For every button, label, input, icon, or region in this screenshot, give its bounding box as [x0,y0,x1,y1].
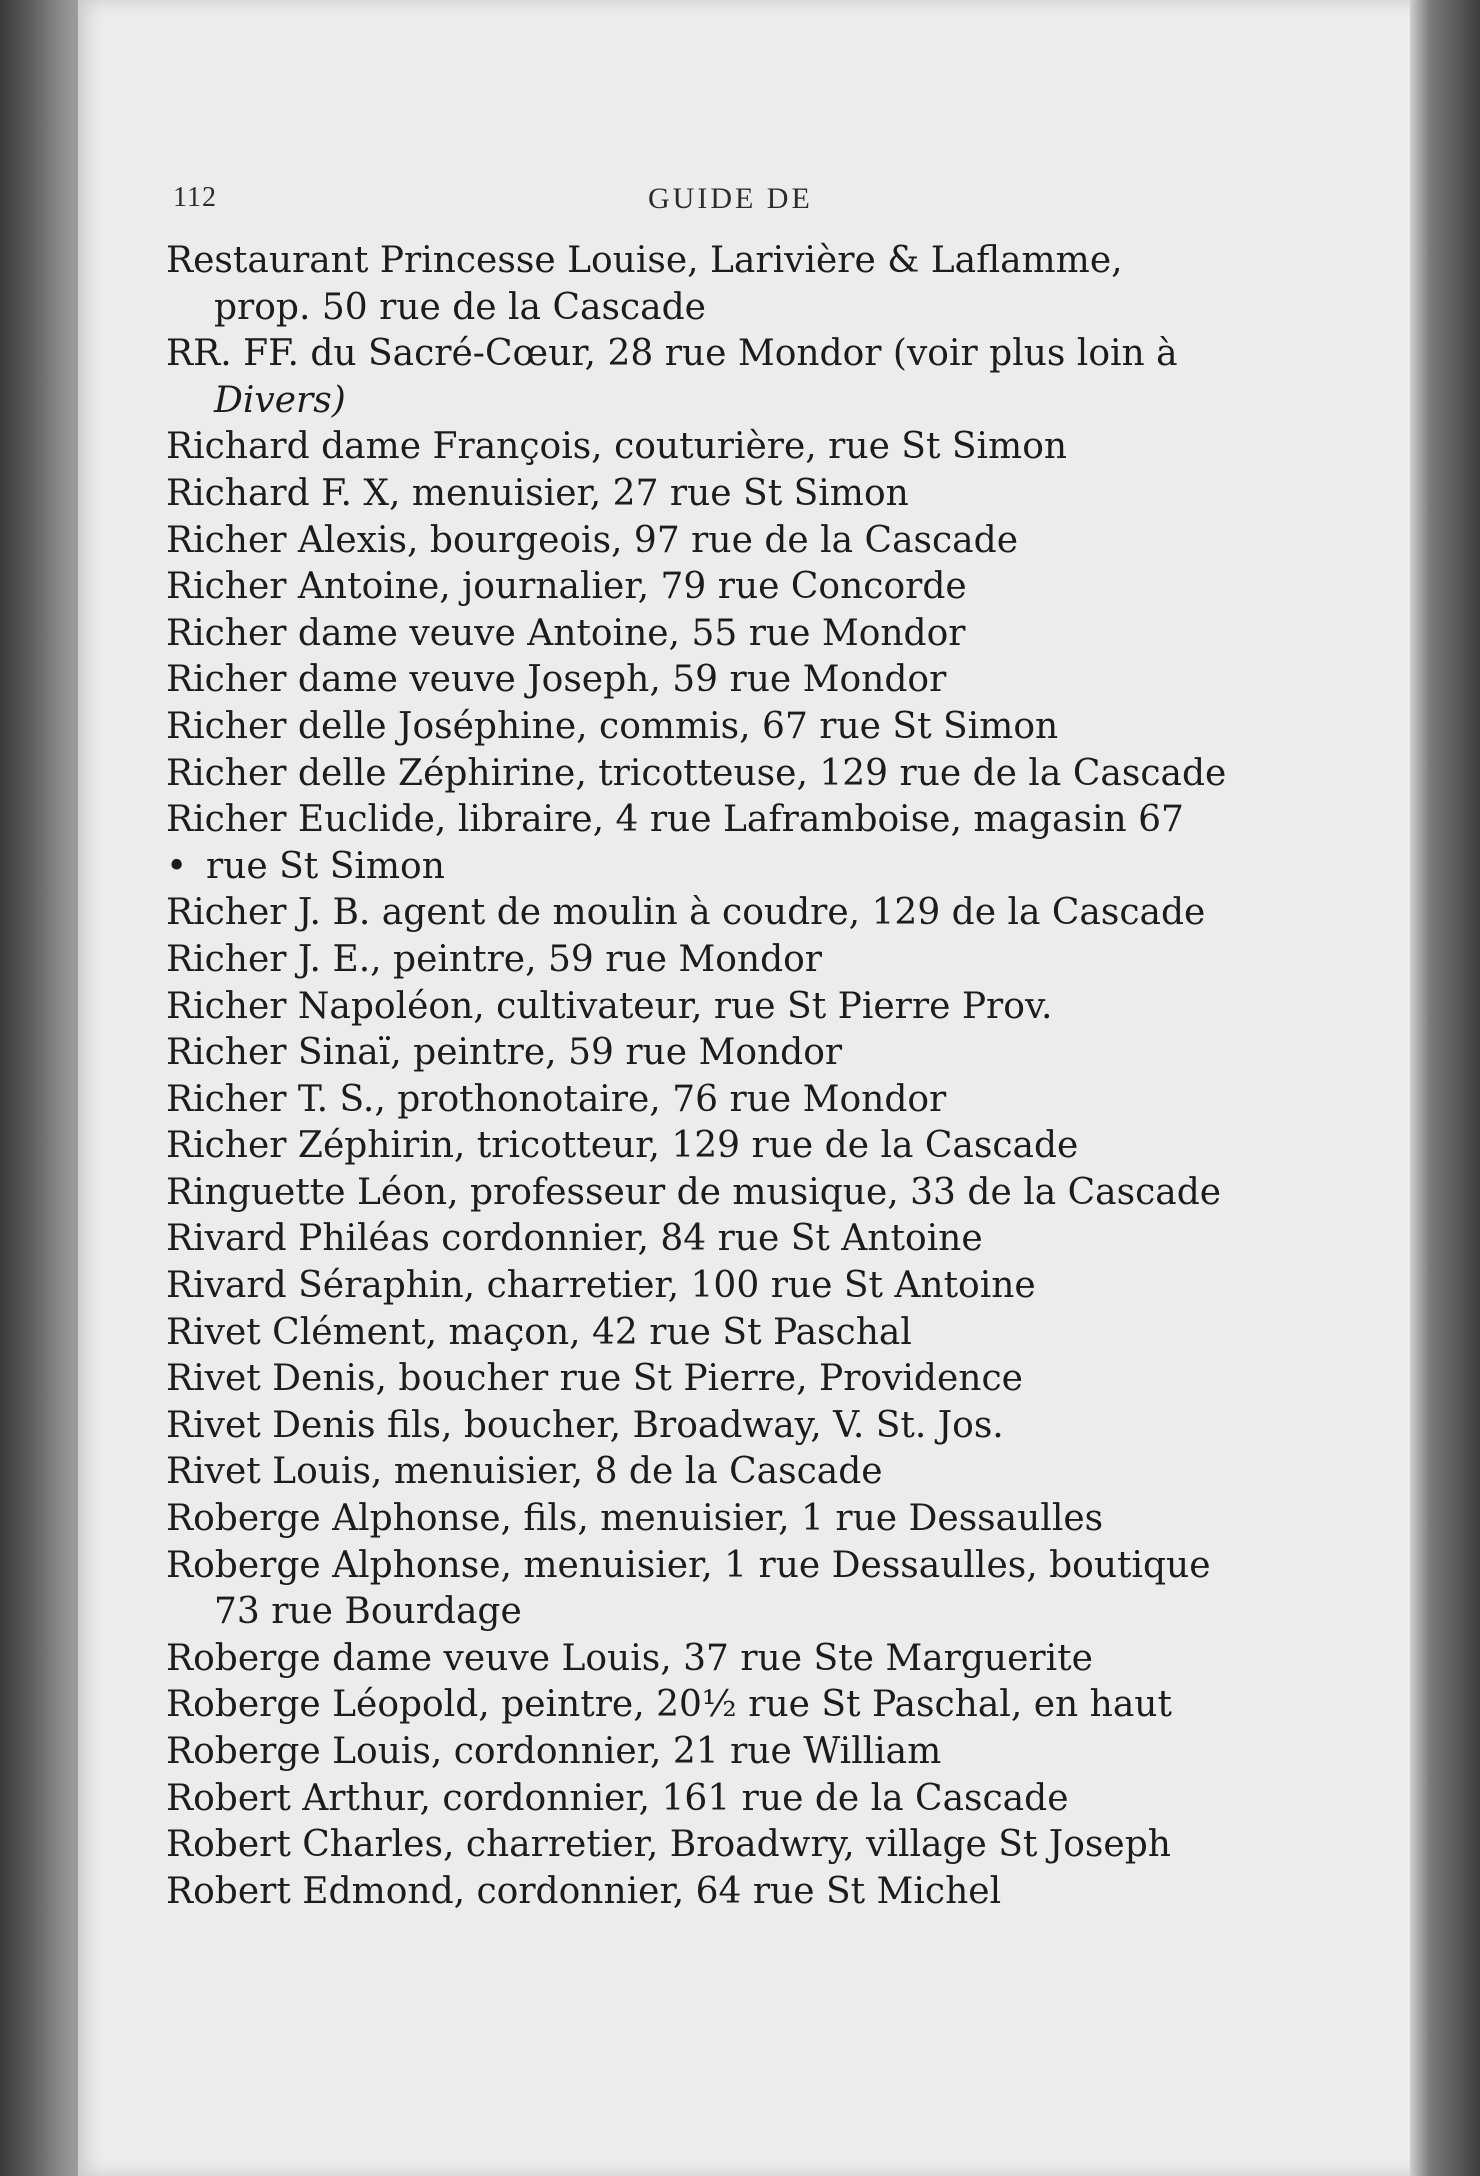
running-title: GUIDE DE [648,182,813,215]
directory-entry: Restaurant Princesse Louise, Larivière & Laflamme, [166,240,1123,281]
directory-entry-continuation: 73 rue Bourdage [214,1591,522,1633]
directory-entry-continuation [166,844,1376,891]
directory-entry: Richer Antoine, journalier, 79 rue Concorde [166,566,967,608]
directory-entry: Richer Alexis, bourgeois, 97 rue de la Cascade [166,519,1018,561]
directory-entry: RR. FF. du Sacré-Cœur, 28 rue Mondor (voir plus loin à [166,333,1178,375]
directory-entry: Rivard Séraphin, charretier, 100 rue St Antoine [166,1265,1036,1307]
directory-entry: Rivet Clément, maçon, 42 rue St Paschal [166,1311,912,1353]
directory-entry: Richer Napoléon, cultivateur, rue St Pierre Prov. [166,985,1053,1027]
directory-entry: Richer Sinaï, peintre, 59 rue Mondor [166,1032,843,1074]
directory-entry: Roberge Louis, cordonnier, 21 rue William [166,1731,942,1772]
directory-entry: Richer Euclide, libraire, 4 rue Laframboise, magasin 67 [166,799,1184,841]
directory-entry: Robert Arthur, cordonnier, 161 rue de la Cascade [166,1777,1069,1819]
directory-entry: Ringuette Léon, professeur de musique, 33 de la Cascade [166,1171,1222,1213]
directory-entry: Rivard Philéas cordonnier, 84 rue St Antoine [166,1218,983,1260]
directory-entry: Richer dame veuve Antoine, 55 rue Mondor [166,612,966,654]
directory-entry: Richer dame veuve Joseph, 59 rue Mondor [166,659,947,701]
directory-entry: Roberge dame veuve Louis, 37 rue Ste Marguerite [166,1637,1093,1679]
directory-entry: Richer J. E., peintre, 59 rue Mondor [166,938,823,980]
directory-entry: Robert Edmond, cordonnier, 64 rue St Michel [166,1870,1002,1912]
page-header [173,182,1343,226]
directory-entry: Rivet Denis, boucher rue St Pierre, Providence [166,1358,1023,1400]
directory-entry: Robert Charles, charretier, Broadwry, village St Joseph [166,1824,1171,1866]
bullet-mark-icon: • [166,845,188,887]
directory-list [166,238,1376,1915]
directory-entry: Richer J. B. agent de moulin à coudre, 129 de la Cascade [166,892,1206,934]
directory-entry: Rivet Denis fils, boucher, Broadway, V. St. Jos. [166,1404,1004,1446]
book-edge-right [1410,0,1480,2176]
directory-entry: Richer Zéphirin, tricotteur, 129 rue de la Cascade [166,1125,1079,1167]
directory-entry: Richer delle Zéphirine, tricotteuse, 129 rue de la Cascade [166,752,1227,794]
directory-entry-continuation: Divers) [214,379,346,421]
directory-entry: Roberge Léopold, peintre, 20½ rue St Paschal, en haut [166,1684,1172,1726]
directory-entry: Richer delle Joséphine, commis, 67 rue St Simon [166,705,1059,747]
directory-entry-continuation: prop. 50 rue de la Cascade [214,286,706,328]
continuation-text: rue St Simon [206,845,445,887]
directory-entry: Richard F. X, menuisier, 27 rue St Simon [166,472,909,514]
directory-entry: Richer T. S., prothonotaire, 76 rue Mondor [166,1078,947,1120]
directory-entry: Richard dame François, couturière, rue St Simon [166,426,1068,468]
directory-entry: Rivet Louis, menuisier, 8 de la Cascade [166,1451,883,1493]
directory-entry: Roberge Alphonse, menuisier, 1 rue Dessaulles, boutique [166,1544,1211,1586]
book-page [78,0,1423,2176]
page-number: 112 [173,182,217,213]
directory-entry: Roberge Alphonse, fils, menuisier, 1 rue Dessaulles [166,1498,1104,1540]
